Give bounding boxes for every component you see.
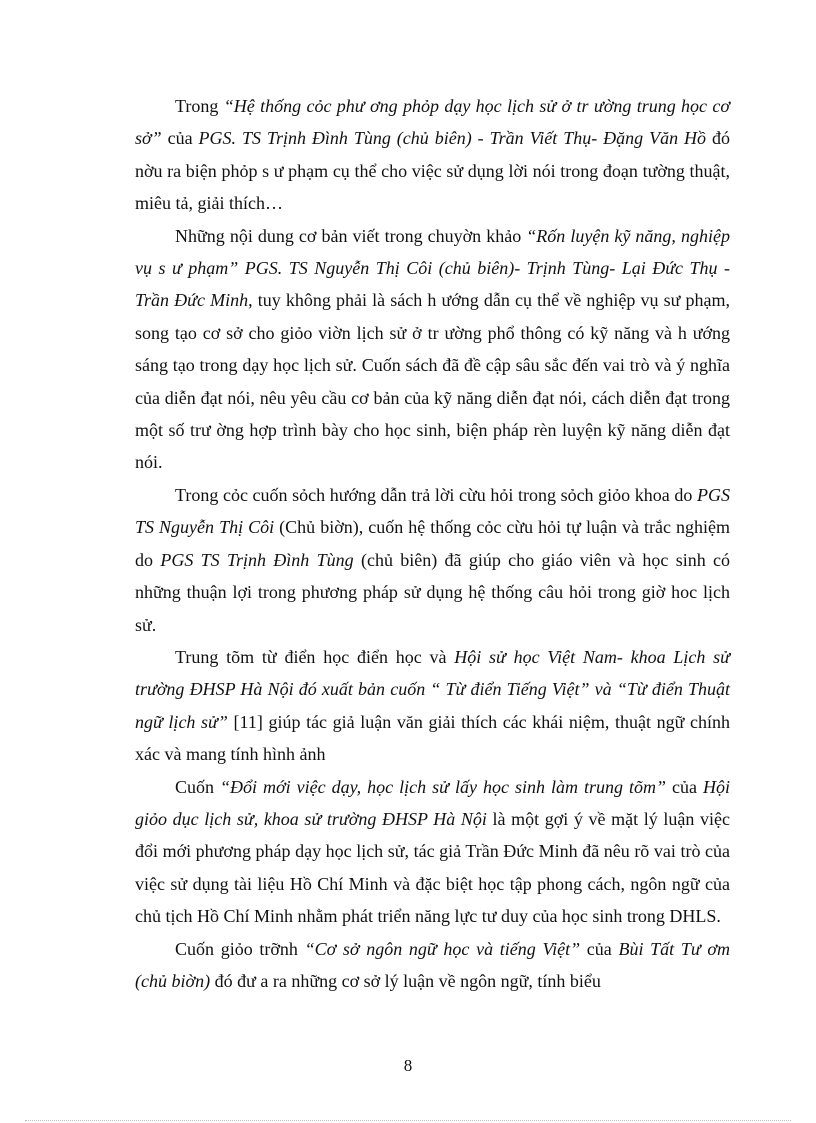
text-run: [11] giúp tác giả luận văn giải thích các khái niệm, thuật ngữ chính xác và mang tính hình ảnh	[135, 711, 730, 765]
body-paragraph	[135, 479, 730, 641]
body-paragraph	[135, 771, 730, 933]
page-body	[135, 90, 730, 997]
italic-text-run: Hội giỏo dục lịch sử, khoa sử trường ĐHSP Hà Nội	[135, 776, 730, 829]
body-paragraph	[135, 641, 730, 771]
text-run: Cuốn	[175, 776, 221, 797]
text-run: Trong	[175, 96, 224, 116]
body-paragraph	[135, 90, 730, 220]
text-run: Cuốn giỏo trỡnh	[175, 938, 305, 959]
page-bottom-rule	[25, 1120, 791, 1121]
text-run: là một gợi ý về mặt lý luận việc đổi mới phương pháp dạy học lịch sử, tác giả Trần Đức Minh đã nêu rõ vai trò của việc sử dụng tài liệu Hồ Chí Minh và đặc biệt học tập phong cách, ngôn ngữ của chủ tịch Hồ Chí Minh nhằm phát triển năng lực tư duy của học sinh trong DHLS.	[135, 808, 730, 927]
italic-text-run: Hội sử học Việt Nam- khoa Lịch sử trường ĐHSP Hà Nội đó xuất bản cuốn “ Từ điển Tiếng Việt” và “Từ điển Thuật ngữ lịch sử”	[135, 646, 730, 732]
italic-text-run: “Cơ sở ngôn ngữ học và tiếng Việt”	[304, 938, 581, 959]
italic-text-run: PGS TS Trịnh Đình Tùng	[160, 549, 354, 570]
italic-text-run: “Rốn luyện kỹ năng, nghiệp vụ s ư phạm” PGS. TS Nguyễn Thị Côi (chủ biên)- Trịnh Tùng- Lại Đức Thụ - Trần Đức Minh	[135, 225, 730, 311]
italic-text-run: PGS TS Nguyễn Thị Côi	[135, 484, 730, 538]
text-run: đó nờu ra biện phỏp s ư phạm cụ thể cho việc sử dụng lời nói trong đoạn tường thuật, miêu tả, giải thích…	[135, 128, 731, 214]
text-run: của	[666, 776, 703, 797]
body-paragraph	[135, 933, 730, 998]
text-run: Trong cỏc cuốn sỏch hướng dẫn trả lời cừu hỏi trong sỏch giỏo khoa do	[175, 484, 697, 505]
italic-text-run: “Đổi mới việc dạy, học lịch sử lấy học sinh làm trung tõm”	[220, 776, 666, 797]
text-run: Trung tõm từ điển học điển học và	[175, 646, 455, 667]
body-paragraph	[135, 220, 730, 479]
text-run: , tuy không phải là sách h ướng dẫn cụ thể về nghiệp vụ sư phạm, song tạo cơ sở cho giỏo viờn lịch sử ở tr ường phổ thông có kỹ năng và h ướng sáng tạo trong dạy học lịch sử. Cuốn sách đã đề cập sâu sắc đến vai trò và ý nghĩa của diễn đạt nói, nêu yêu cầu cơ bản của kỹ năng diễn đạt nói, cách diễn đạt trong một số trư ờng hợp trình bày cho học sinh, biện pháp rèn luyện kỹ năng diễn đạt nói.	[135, 290, 730, 473]
text-run: của	[580, 938, 619, 959]
text-run: của	[161, 128, 199, 149]
page-number: 8	[403, 1056, 413, 1075]
italic-text-run: PGS. TS Trịnh Đình Tùng (chủ biên) - Trần Viết Thụ- Đặng Văn Hồ	[198, 128, 707, 149]
italic-text-run: “Hệ thống cỏc phư ơng phỏp dạy học lịch sử ở tr ường trung học cơ sở”	[135, 96, 731, 149]
text-run: (chủ biên) đã giúp cho giáo viên và học sinh có những thuận lợi trong phương pháp sử dụng hệ thống câu hỏi trong giờ hoc lịch sử.	[135, 549, 731, 635]
text-run: (Chủ biờn), cuốn hệ thống cỏc cừu hỏi tự luận và trắc nghiệm do	[135, 517, 731, 570]
italic-text-run: Bùi Tất Tư ơm (chủ biờn)	[135, 938, 730, 991]
text-run: Những nội dung cơ bản viết trong chuyờn khảo	[175, 225, 527, 246]
text-run: đó đư a ra những cơ sở lý luận về ngôn ngữ, tính biểu	[210, 970, 601, 991]
